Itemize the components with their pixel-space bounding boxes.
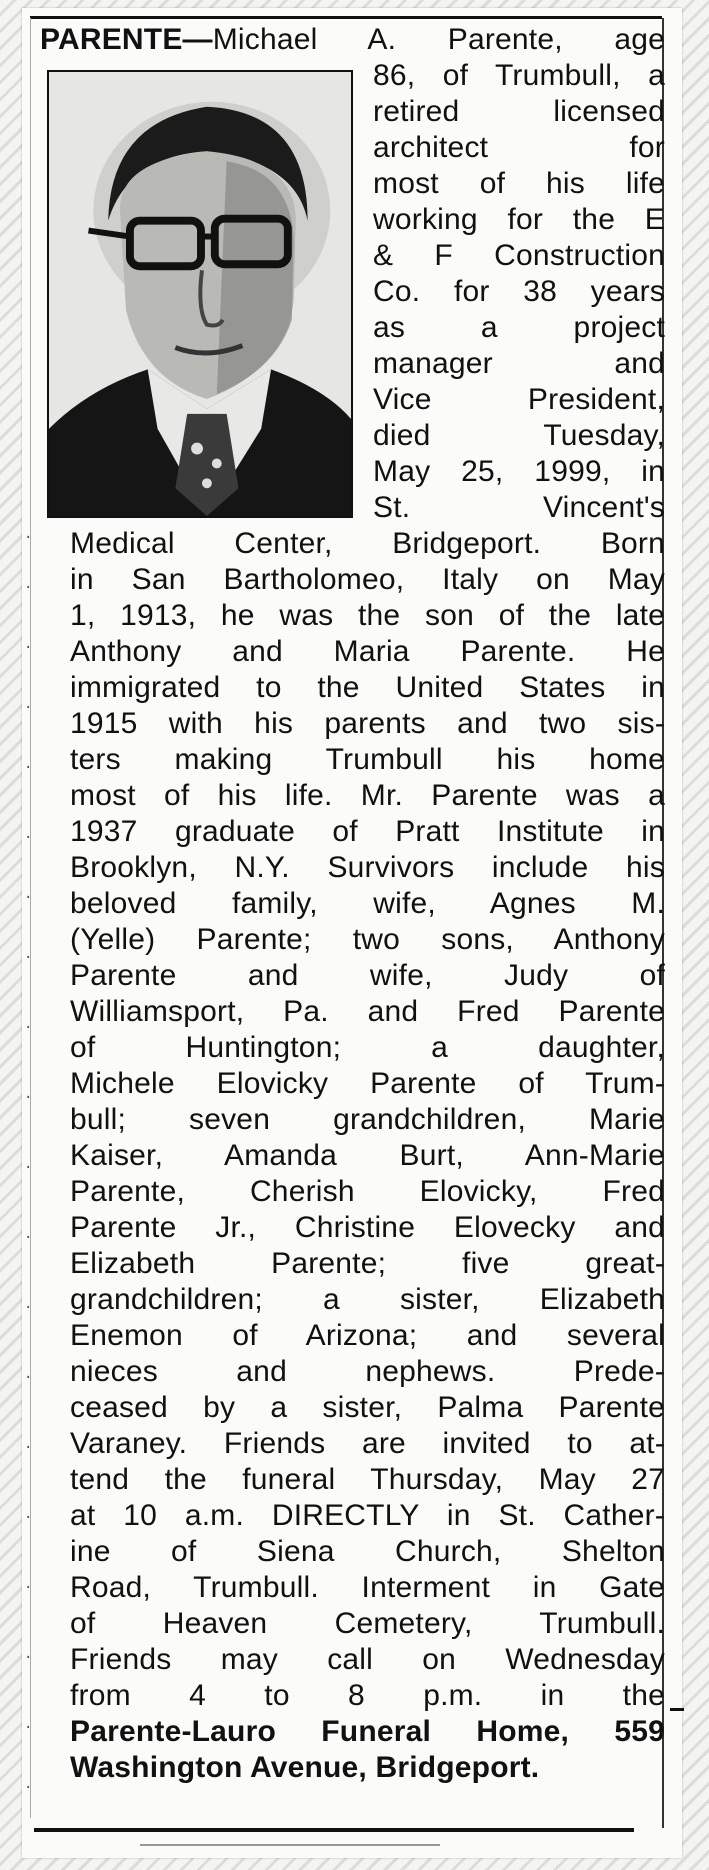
obituary-line: Varaney. Friends are invited to at- xyxy=(70,1427,665,1460)
obituary-line: May 25, 1999, in xyxy=(373,455,665,488)
obituary-line: manager and xyxy=(373,347,665,380)
obituary-line: as a project xyxy=(373,311,665,344)
margin-tick xyxy=(670,1708,684,1711)
obituary-line: most of his life xyxy=(373,167,665,200)
obituary-line: Kaiser, Amanda Burt, Ann-Marie xyxy=(70,1139,665,1172)
obituary-line: architect for xyxy=(373,131,665,164)
obituary-line: Anthony and Maria Parente. He xyxy=(70,635,665,668)
obituary-line: retired licensed xyxy=(373,95,665,128)
headline-name: PARENTE— xyxy=(40,23,213,56)
cut-margin-marks: · · · · · · · · · · · · · · · · · · · · xyxy=(24,530,33,1796)
obituary-line: Enemon of Arizona; and several xyxy=(70,1319,665,1352)
obituary-line-text: Michael A. Parente, age xyxy=(212,23,665,56)
bottom-rule-faint xyxy=(140,1844,440,1846)
obituary-line: beloved family, wife, Agnes M. xyxy=(70,887,665,920)
obituary-line: Elizabeth Parente; five great- xyxy=(70,1247,665,1280)
obituary-line: Road, Trumbull. Interment in Gate xyxy=(70,1571,665,1604)
obituary-line: 1, 1913, he was the son of the late xyxy=(70,599,665,632)
obituary-line: bull; seven grandchildren, Marie xyxy=(70,1103,665,1136)
obituary-line: ceased by a sister, Palma Parente xyxy=(70,1391,665,1424)
obituary-line: of Huntington; a daughter, xyxy=(70,1031,665,1064)
obituary-line: ters making Trumbull his home xyxy=(70,743,665,776)
funeral-home-line: Parente-Lauro Funeral Home, 559 xyxy=(70,1715,665,1748)
obituary-line: Brooklyn, N.Y. Survivors include his xyxy=(70,851,665,884)
obituary-text xyxy=(40,22,665,1786)
obituary-line: Parente, Cherish Elovicky, Fred xyxy=(70,1175,665,1208)
obituary-line: Medical Center, Bridgeport. Born xyxy=(70,527,665,560)
obituary-line: Parente Jr., Christine Elovecky and xyxy=(70,1211,665,1244)
obituary-line xyxy=(40,22,665,58)
obituary-line: (Yelle) Parente; two sons, Anthony xyxy=(70,923,665,956)
obituary-line: from 4 to 8 p.m. in the xyxy=(70,1679,665,1712)
obituary-line: & F Construction xyxy=(373,239,665,272)
obituary-line: 86, of Trumbull, a xyxy=(373,59,665,92)
obituary-line: most of his life. Mr. Parente was a xyxy=(70,779,665,812)
obituary-line: died Tuesday, xyxy=(373,419,665,452)
obituary-line: 1937 graduate of Pratt Institute in xyxy=(70,815,665,848)
obituary-line: at 10 a.m. DIRECTLY in St. Cather- xyxy=(70,1499,665,1532)
obituary-line: Michele Elovicky Parente of Trum- xyxy=(70,1067,665,1100)
obituary-line: ine of Siena Church, Shelton xyxy=(70,1535,665,1568)
obituary-line: of Heaven Cemetery, Trumbull. xyxy=(70,1607,665,1640)
funeral-home-line: Washington Avenue, Bridgeport. xyxy=(70,1751,540,1784)
obituary-line: Friends may call on Wednesday xyxy=(70,1643,665,1676)
obituary-line: working for the E xyxy=(373,203,665,236)
obituary-line: 1915 with his parents and two sis- xyxy=(70,707,665,740)
obituary-line: St. Vincent's xyxy=(373,491,665,524)
obituary-line: immigrated to the United States in xyxy=(70,671,665,704)
obituary-line: Parente and wife, Judy of xyxy=(70,959,665,992)
obituary-line: nieces and nephews. Prede- xyxy=(70,1355,665,1388)
obituary-line: Co. for 38 years xyxy=(373,275,665,308)
obituary-line: Williamsport, Pa. and Fred Parente xyxy=(70,995,665,1028)
top-rule xyxy=(30,16,662,19)
obituary-line: in San Bartholomeo, Italy on May xyxy=(70,563,665,596)
bottom-rule xyxy=(34,1828,634,1832)
obituary-line: Vice President, xyxy=(373,383,665,416)
obituary-line: grandchildren; a sister, Elizabeth xyxy=(70,1283,665,1316)
obituary-line: tend the funeral Thursday, May 27 xyxy=(70,1463,665,1496)
